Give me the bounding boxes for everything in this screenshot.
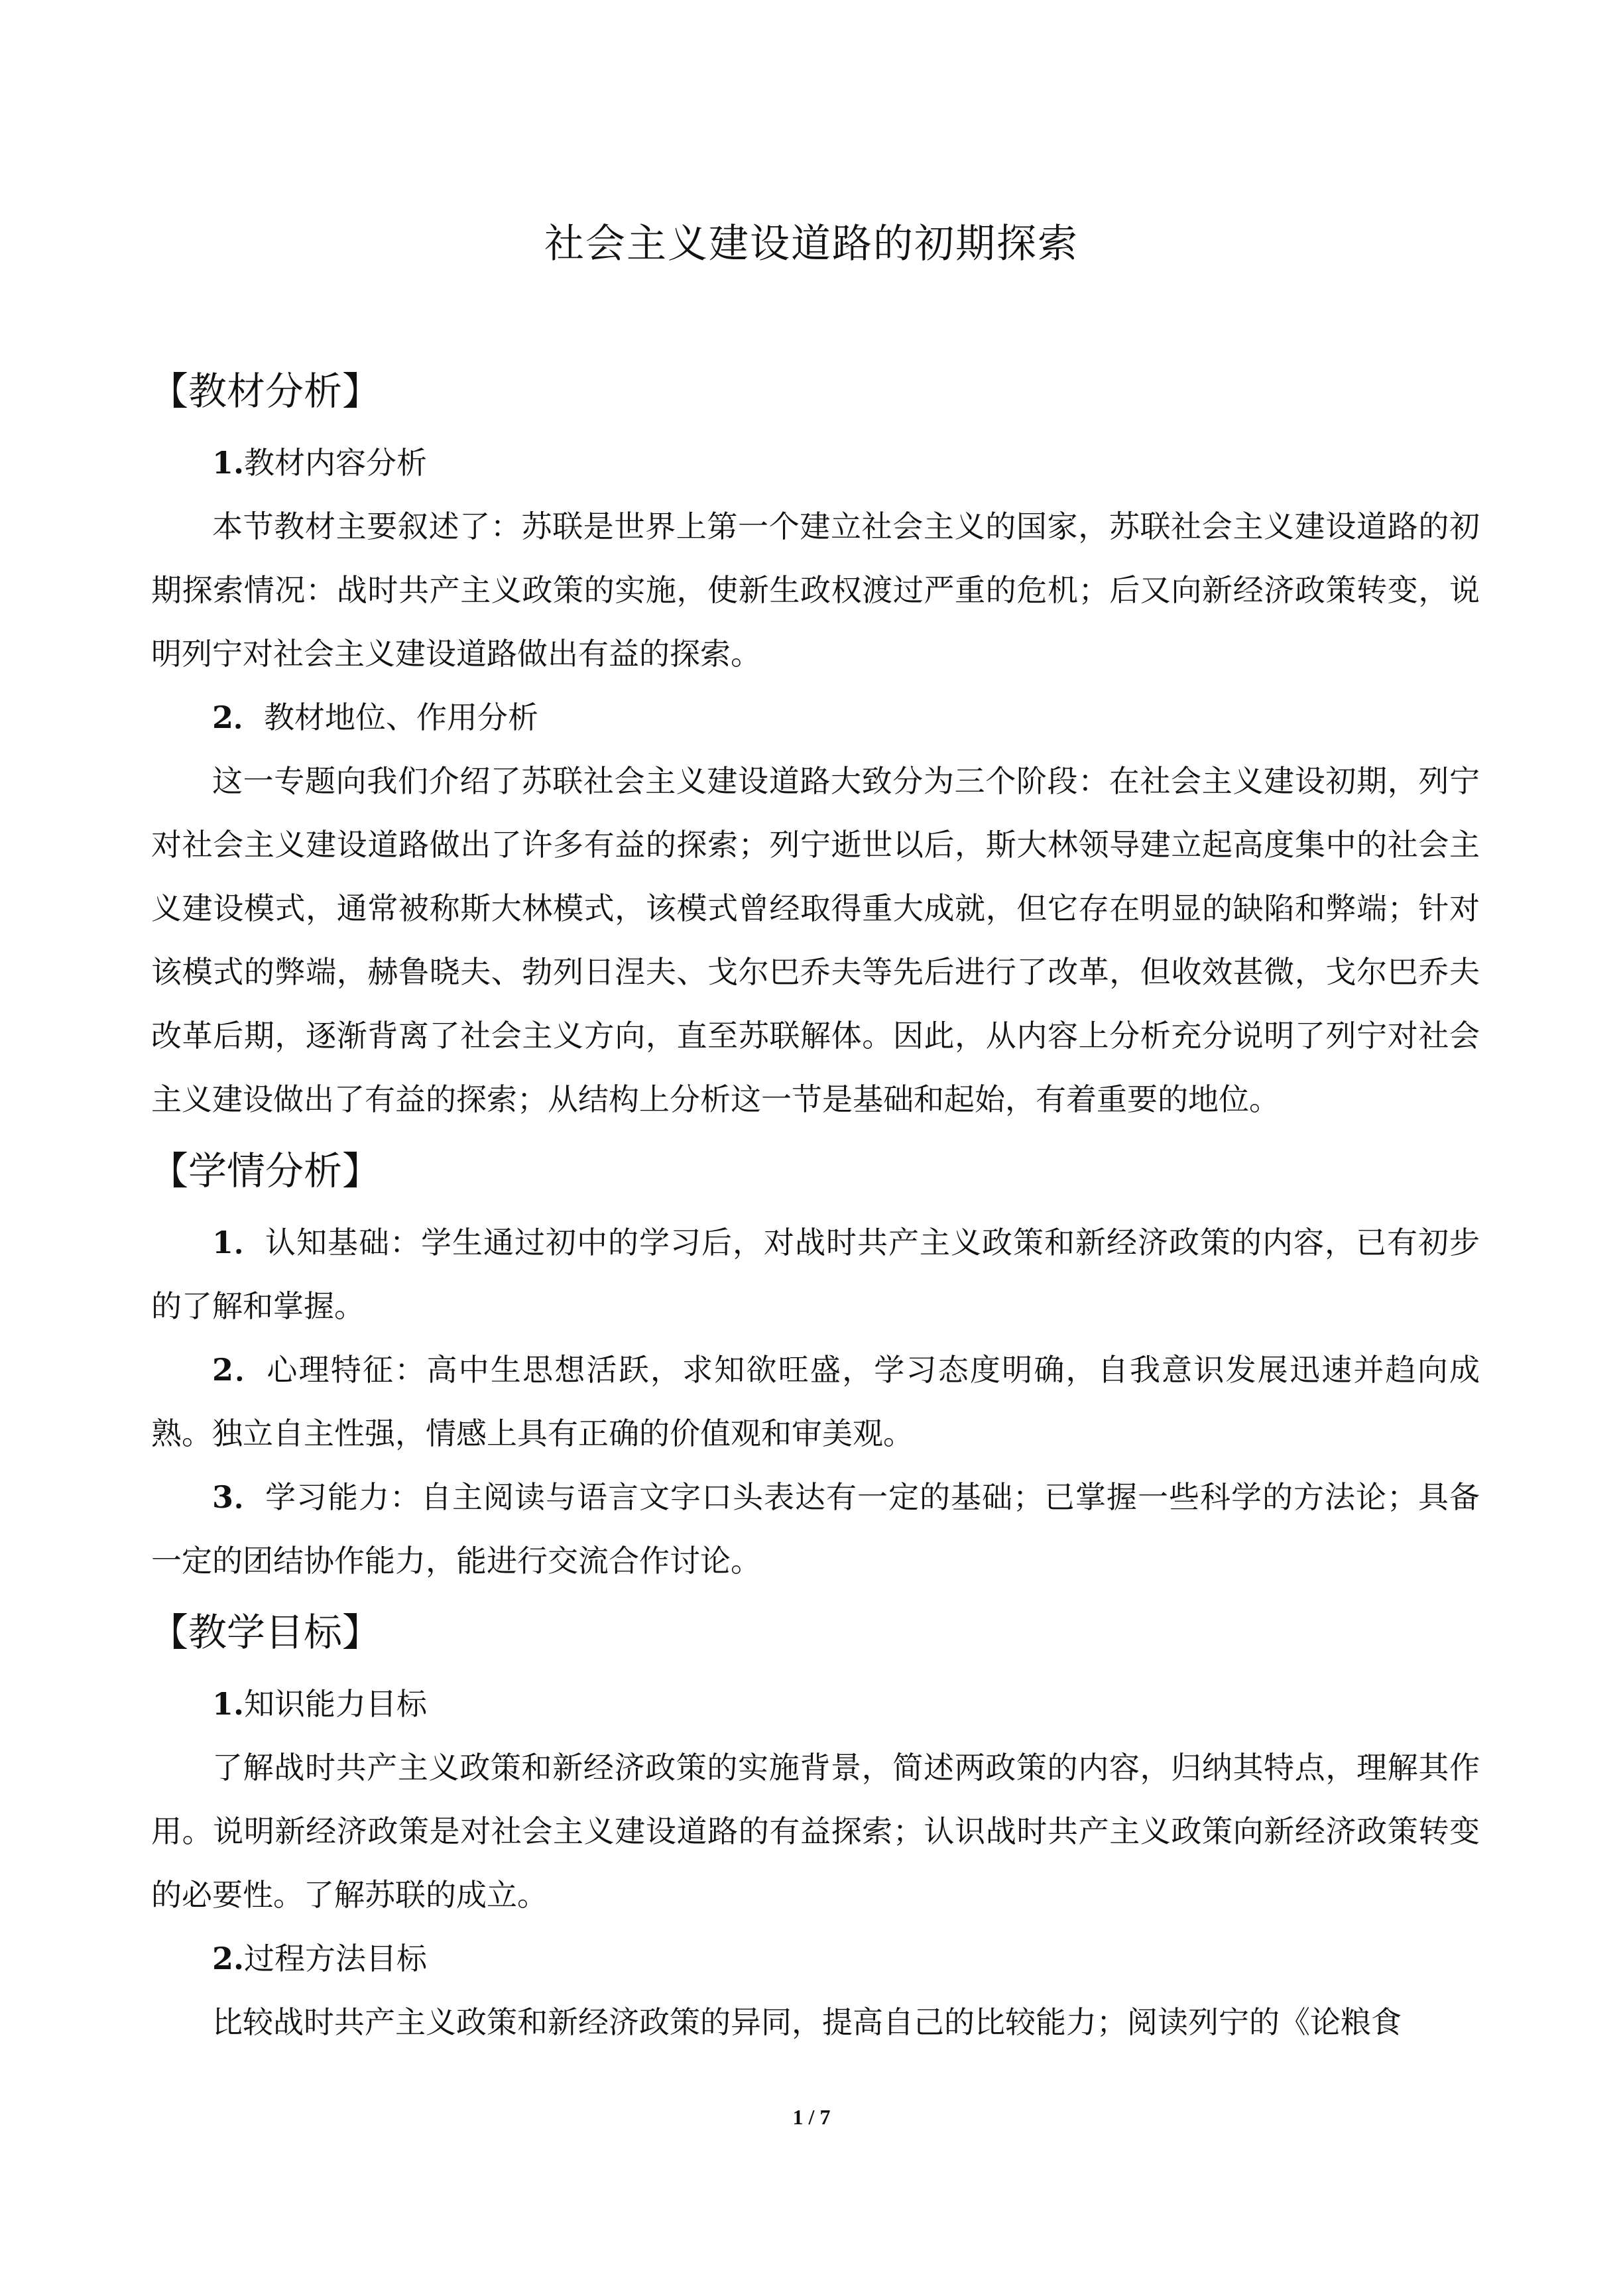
subheading-text: 知识能力目标 [244, 1686, 428, 1722]
paragraph-cognitive-basis [151, 1211, 1480, 1338]
item-text: 心理特征：高中生思想活跃，求知欲旺盛，学习态度明确，自我意识发展迅速并趋向成熟。独立自主性强，情感上具有正确的价值观和审美观。 [151, 1352, 1480, 1451]
subheading-number: 2． [212, 699, 265, 735]
subheading-number: 2. [212, 1941, 245, 1976]
paragraph-learning-ability [151, 1465, 1480, 1593]
paragraph-knowledge-goals: 了解战时共产主义政策和新经济政策的实施背景，简述两政策的内容，归纳其特点，理解其作用。说明新经济政策是对社会主义建设道路的有益探索；认识战时共产主义政策向新经济政策转变的必要性。了解苏联的成立。 [151, 1750, 1480, 1913]
item-number: 3． [212, 1479, 266, 1515]
section-heading-teaching-goals: 【教学目标】 [150, 1610, 381, 1655]
paragraph-psychological-traits [151, 1338, 1480, 1465]
subheading-knowledge-goals [151, 1672, 1480, 1736]
subheading-text: 教材内容分析 [244, 445, 428, 481]
section-heading-textbook-analysis: 【教材分析】 [150, 369, 381, 414]
paragraph-process-goals: 比较战时共产主义政策和新经济政策的异同，提高自己的比较能力；阅读列宁的《论粮食 [212, 2004, 1402, 2040]
paragraph-content-analysis: 本节教材主要叙述了：苏联是世界上第一个建立社会主义的国家，苏联社会主义建设道路的初期探索情况：战时共产主义政策的实施，使新生政权渡过严重的危机；后又向新经济政策转变，说明列宁对社会主义建设道路做出有益的探索。 [151, 509, 1480, 672]
subheading-status-analysis [151, 686, 1480, 749]
item-text: 认知基础：学生通过初中的学习后，对战时共产主义政策和新经济政策的内容，已有初步的了解和掌握。 [151, 1225, 1480, 1324]
subheading-number: 1. [212, 1686, 245, 1722]
subheading-text: 教材地位、作用分析 [264, 699, 539, 735]
item-number: 2． [212, 1352, 267, 1388]
section-heading-student-analysis: 【学情分析】 [150, 1148, 381, 1193]
item-number: 1． [212, 1225, 266, 1260]
document-body [151, 351, 1480, 2054]
item-text: 学习能力：自主阅读与语言文字口头表达有一定的基础；已掌握一些科学的方法论；具备一定的团结协作能力，能进行交流合作讨论。 [151, 1479, 1480, 1579]
subheading-number: 1. [212, 445, 245, 481]
subheading-text: 过程方法目标 [244, 1941, 428, 1976]
subheading-process-goals [151, 1927, 1480, 1990]
page-number: 1 / 7 [792, 2105, 831, 2129]
subheading-content-analysis [151, 431, 1480, 495]
paragraph-status-analysis: 这一专题向我们介绍了苏联社会主义建设道路大致分为三个阶段：在社会主义建设初期，列宁对社会主义建设道路做出了许多有益的探索；列宁逝世以后，斯大林领导建立起高度集中的社会主义建设模式，通常被称斯大林模式，该模式曾经取得重大成就，但它存在明显的缺陷和弊端；针对该模式的弊端，赫鲁晓夫、勃列日涅夫、戈尔巴乔夫等先后进行了改革，但收效甚微，戈尔巴乔夫改革后期，逐渐背离了社会主义方向，直至苏联解体。因此，从内容上分析充分说明了列宁对社会主义建设做出了有益的探索；从结构上分析这一节是基础和起始，有着重要的地位。 [151, 763, 1480, 1117]
document-title: 社会主义建设道路的初期探索 [544, 221, 1079, 267]
